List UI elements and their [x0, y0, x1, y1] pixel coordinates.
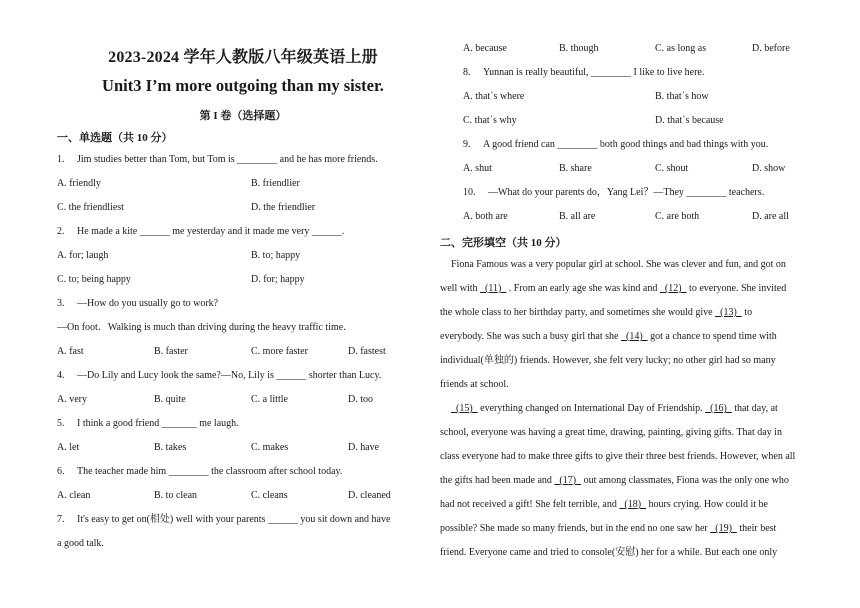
option-c: C. shout [655, 163, 689, 174]
question-text-continued: a good talk. [57, 538, 104, 549]
passage-text: class everyone had to make three gifts to give their three best friends. However, when all [440, 451, 796, 462]
question-9 [463, 139, 768, 151]
passage-line [440, 547, 777, 559]
question-number: 9. [463, 139, 471, 150]
unit-title: Unit3 I’m more outgoing than my sister. [102, 76, 384, 95]
question-4 [57, 370, 381, 382]
passage-text: to [741, 307, 753, 318]
passage-text: that day, at [731, 403, 778, 414]
passage-line [440, 499, 768, 511]
cloze-blank: (11) [480, 283, 507, 294]
passage-text: individual(单独的) friends. However, she felt very lucky; no other girl had so many [440, 355, 776, 366]
question-text: The teacher made him ________ the classroom after school today. [77, 466, 343, 477]
passage-text: got a chance to spend time with [647, 331, 777, 342]
question-text: —How do you usually go to work? [77, 298, 219, 309]
option-c: C. more faster [251, 346, 308, 357]
section-heading-cloze: 二、完形填空（共 10 分） [440, 237, 567, 249]
option-b: B. to; happy [251, 250, 301, 261]
option-b: B. that᾽s how [655, 91, 709, 102]
question-5 [57, 418, 239, 430]
option-b: B. takes [154, 442, 187, 453]
option-d: D. have [348, 442, 380, 453]
question-8 [463, 67, 704, 79]
option-a: A. very [57, 394, 87, 405]
passage-text: had not received a gift! She felt terrible, and [440, 499, 620, 510]
passage-text: to everyone. She invited [686, 283, 787, 294]
cloze-blank: (16) [705, 403, 732, 414]
question-3 [57, 298, 218, 310]
question-text: He made a kite ______ me yesterday and it made me very ______. [77, 226, 345, 237]
question-text: I think a good friend _______ me laugh. [77, 418, 239, 429]
passage-line [451, 259, 786, 271]
cloze-blank: (12) [659, 283, 687, 294]
cloze-blank: (18) [619, 499, 647, 510]
question-text: —Do Lily and Lucy look the same?—No, Lily is ______ shorter than Lucy. [77, 370, 382, 381]
option-d: D. before [752, 43, 790, 54]
option-b: B. share [559, 163, 592, 174]
passage-line [440, 475, 789, 487]
option-c: C. cleans [251, 490, 288, 501]
option-c: C. to; being happy [57, 274, 131, 285]
question-text: —What do your parents do，Yang Lei？—They ________ teachers． [488, 187, 772, 198]
option-a: A. clean [57, 490, 91, 501]
cloze-blank: (19) [710, 523, 737, 534]
passage-line [440, 307, 752, 319]
option-a: A. fast [57, 346, 84, 357]
passage-text: everybody. She was such a busy girl that she [440, 331, 621, 342]
passage-text: Fiona Famous was a very popular girl at school. She was clever and fun, and got on [451, 259, 786, 270]
question-text: Yunnan is really beautiful, ________ I like to live here. [483, 67, 705, 78]
question-10 [463, 187, 772, 199]
option-c: C. that᾽s why [463, 115, 517, 126]
question-7 [57, 514, 390, 526]
option-c: C. are both [655, 211, 700, 222]
option-b: B. friendlier [251, 178, 300, 189]
cloze-blank: (17) [554, 475, 582, 486]
option-d: D. that᾽s because [655, 115, 724, 126]
passage-text: hours crying. How could it be [646, 499, 768, 510]
option-a: A. let [57, 442, 80, 453]
question-number: 4. [57, 370, 65, 381]
passage-line [440, 355, 776, 367]
option-d: D. fastest [348, 346, 386, 357]
option-d: D. for; happy [251, 274, 305, 285]
passage-text: well with [440, 283, 480, 294]
question-number: 10. [463, 187, 476, 198]
question-number: 3. [57, 298, 65, 309]
question-6 [57, 466, 342, 478]
passage-line [440, 451, 795, 463]
option-d: D. cleaned [348, 490, 391, 501]
cloze-blank: (14) [620, 331, 648, 342]
passage-line [440, 283, 786, 295]
question-text: A good friend can ________ both good things and bad things with you. [483, 139, 769, 150]
option-a: A. because [463, 43, 507, 54]
passage-text: the whole class to her birthday party, and sometimes she would give [440, 307, 716, 318]
passage-text: out among classmates, Fiona was the only one who [581, 475, 789, 486]
option-a: A. that᾽s where [463, 91, 525, 102]
option-a: A. both are [463, 211, 508, 222]
option-c: C. a little [251, 394, 288, 405]
passage-text: possible? She made so many friends, but in the end no one saw her [440, 523, 711, 534]
question-number: 2. [57, 226, 65, 237]
option-a: A. shut [463, 163, 492, 174]
volume-heading: 第 I 卷（选择题） [199, 110, 287, 122]
passage-text: friend. Everyone came and tried to console(安慰) her for a while. But each one only [440, 547, 778, 558]
option-d: D. show [752, 163, 786, 174]
option-c: C. the friendliest [57, 202, 124, 213]
passage-text: friends at school. [440, 379, 509, 390]
question-number: 1. [57, 154, 65, 165]
option-b: B. all are [559, 211, 596, 222]
passage-line [440, 523, 776, 535]
section-heading-single-choice: 一、单选题（共 10 分） [57, 132, 173, 144]
cloze-blank: (15) [451, 403, 478, 414]
question-1 [57, 154, 378, 166]
option-b: B. quite [154, 394, 186, 405]
passage-line [440, 427, 782, 439]
option-a: A. friendly [57, 178, 101, 189]
question-text: Jim studies better than Tom, but Tom is ________ and he has more friends. [77, 154, 378, 165]
question-number: 5. [57, 418, 65, 429]
passage-text: the gifts had been made and [440, 475, 555, 486]
passage-text: their best [736, 523, 777, 534]
option-d: D. the friendlier [251, 202, 316, 213]
option-b: B. faster [154, 346, 188, 357]
option-d: D. too [348, 394, 373, 405]
option-c: C. as long as [655, 43, 707, 54]
option-a: A. for; laugh [57, 250, 109, 261]
option-c: C. makes [251, 442, 289, 453]
question-number: 7. [57, 514, 65, 525]
document-title: 2023-2024 学年人教版八年级英语上册 [108, 49, 378, 66]
question-text: It's easy to get on(相处) well with your parents ______ you sit down and have [77, 514, 391, 525]
option-b: B. though [559, 43, 599, 54]
passage-line [451, 403, 778, 415]
passage-text: school, everyone was having a great time, drawing, painting, giving gifts. That day in [440, 427, 782, 438]
passage-text: everything changed on International Day of Friendship. [477, 403, 706, 414]
option-d: D. are all [752, 211, 789, 222]
passage-line [440, 379, 509, 391]
passage-line [440, 331, 777, 343]
question-number: 8. [463, 67, 471, 78]
question-2 [57, 226, 344, 238]
passage-text: . From an early age she was kind and [506, 283, 660, 294]
question-number: 6. [57, 466, 65, 477]
option-b: B. to clean [154, 490, 198, 501]
cloze-blank: (13) [715, 307, 742, 318]
question-text-continued: —On foot．Walking is much than driving during the heavy traffic time． [57, 322, 354, 333]
